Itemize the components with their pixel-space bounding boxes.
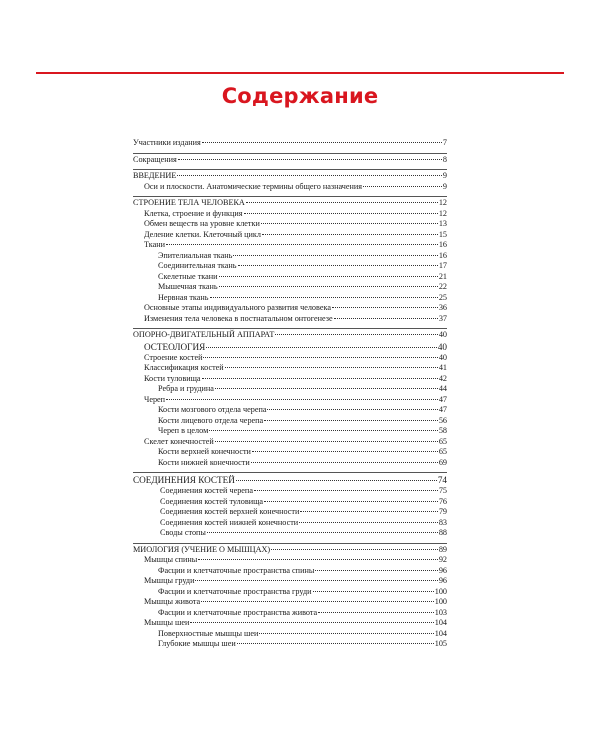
toc-entry[interactable]	[133, 629, 447, 640]
toc-entry[interactable]	[133, 639, 447, 650]
toc-entry-title: Череп	[144, 394, 166, 404]
toc-entry-page-number: 44	[438, 384, 447, 393]
toc-entry-page-number: 47	[438, 405, 447, 414]
toc-entry-page-number: 103	[434, 607, 447, 617]
toc-section	[133, 138, 447, 149]
toc-entry-page-number: 22	[438, 282, 447, 291]
toc-entry-title: Сокращения	[133, 154, 177, 164]
toc-entry-page-number: 92	[438, 555, 447, 564]
toc-entry-page-number: 89	[438, 544, 447, 554]
dot-leader	[202, 378, 438, 379]
toc-entry[interactable]	[133, 198, 447, 209]
toc-entry-title: Кости нижней конечности	[158, 457, 250, 467]
toc-entry-page-number: 104	[434, 618, 447, 627]
toc-entry[interactable]	[133, 416, 447, 427]
toc-entry-title: Кости туловища	[144, 373, 201, 383]
toc-entry[interactable]	[133, 384, 447, 395]
toc-entry-page-number: 12	[438, 198, 447, 207]
toc-entry-title: Мышцы спины	[144, 555, 198, 564]
dot-leader	[246, 202, 438, 203]
toc-entry-title: Обмен веществ на уровне клетки	[144, 219, 260, 228]
toc-entry[interactable]	[133, 566, 447, 577]
toc-entry-title: Мышцы шеи	[144, 618, 190, 627]
dot-leader	[271, 549, 438, 550]
page-title: Содержание	[221, 84, 379, 108]
toc-entry-title: Участники издания	[133, 138, 201, 147]
toc-entry-title: Поверхностные мышцы шеи	[158, 628, 259, 638]
toc-entry[interactable]	[133, 618, 447, 629]
toc-entry-page-number: 75	[438, 486, 447, 495]
dot-leader	[244, 213, 438, 214]
toc-entry-page-number: 69	[438, 457, 447, 467]
toc-entry-page-number: 56	[438, 415, 447, 425]
toc-entry-title: Фасции и клетчаточные пространства живота	[158, 607, 318, 617]
toc-entry-title: ВВЕДЕНИЕ	[133, 171, 177, 180]
toc-entry-page-number: 79	[438, 507, 447, 516]
toc-entry-title: Эпителиальная ткань	[158, 250, 233, 260]
dot-leader	[219, 276, 438, 277]
toc-entry-page-number: 12	[438, 208, 447, 218]
dot-leader	[233, 255, 437, 256]
toc-entry[interactable]	[133, 518, 447, 529]
toc-section	[133, 328, 447, 468]
toc-entry-title: МИОЛОГИЯ (УЧЕНИЕ О МЫШЦАХ)	[133, 544, 271, 554]
toc-entry-title: Классификация костей	[144, 363, 224, 372]
toc-entry[interactable]	[133, 209, 447, 220]
toc-entry-page-number: 40	[437, 341, 447, 352]
toc-entry-title: Нервная ткань	[158, 292, 209, 302]
toc-entry[interactable]	[133, 353, 447, 364]
toc-entry-page-number: 17	[438, 261, 447, 270]
toc-entry-title: Скелетные ткани	[158, 271, 218, 281]
dot-leader	[259, 633, 433, 634]
dot-leader	[300, 511, 437, 512]
toc-entry-page-number: 74	[437, 475, 447, 485]
toc-entry-title: Соединения костей черепа	[160, 486, 253, 495]
dot-leader	[363, 186, 442, 187]
dot-leader	[264, 501, 438, 502]
dot-leader	[237, 643, 434, 644]
toc-entry-title: Глубокие мышцы шеи	[158, 639, 236, 648]
toc-entry-title: Строение костей	[144, 352, 203, 362]
toc-entry-title: Мышечная ткань	[158, 282, 218, 291]
toc-entry-page-number: 16	[438, 240, 447, 249]
toc-entry-page-number: 9	[442, 171, 447, 180]
toc-entry-title: Своды стопы	[160, 528, 206, 537]
toc-entry-page-number: 25	[438, 292, 447, 302]
toc-entry[interactable]	[133, 426, 447, 437]
toc-entry[interactable]	[133, 528, 447, 539]
toc-entry[interactable]	[133, 437, 447, 448]
toc-entry-page-number: 96	[438, 565, 447, 575]
toc-entry[interactable]	[133, 293, 447, 304]
toc-entry[interactable]	[133, 182, 447, 193]
toc-entry-title: Кости лицевого отдела черепа	[158, 415, 264, 425]
dot-leader	[313, 591, 434, 592]
toc-entry-page-number: 96	[438, 576, 447, 585]
dot-leader	[225, 367, 438, 368]
toc-entry[interactable]	[133, 230, 447, 241]
toc-entry-page-number: 40	[438, 352, 447, 362]
dot-leader	[166, 244, 438, 245]
toc-entry[interactable]	[133, 330, 447, 341]
toc-entry-title: Соединения костей нижней конечности	[160, 517, 299, 527]
dot-leader	[334, 318, 438, 319]
toc-entry-page-number: 104	[434, 628, 447, 638]
toc-entry-title: Фасции и клетчаточные пространства груди	[158, 586, 312, 596]
toc-entry-page-number: 8	[442, 154, 447, 164]
table-of-contents	[133, 138, 447, 654]
toc-entry[interactable]	[133, 587, 447, 598]
toc-entry[interactable]	[133, 486, 447, 497]
dot-leader	[207, 532, 438, 533]
toc-entry-title: Ткани	[144, 240, 166, 249]
dot-leader	[209, 430, 438, 431]
toc-entry[interactable]	[133, 405, 447, 416]
toc-entry[interactable]	[133, 507, 447, 518]
toc-entry-page-number: 76	[438, 496, 447, 506]
toc-entry[interactable]	[133, 447, 447, 458]
dot-leader	[275, 334, 437, 335]
toc-entry[interactable]	[133, 458, 447, 469]
toc-entry[interactable]	[133, 597, 447, 608]
dot-leader	[178, 159, 442, 160]
toc-entry[interactable]	[133, 545, 447, 556]
toc-entry-page-number: 9	[442, 181, 447, 191]
dot-leader	[210, 297, 438, 298]
toc-entry-title: Череп в целом	[158, 426, 209, 435]
dot-leader	[215, 388, 438, 389]
toc-entry-title: Клетка, строение и функция	[144, 208, 243, 218]
dot-leader	[262, 234, 438, 235]
toc-entry-page-number: 40	[438, 330, 447, 339]
toc-entry-title: Мышцы живота	[144, 597, 201, 606]
toc-entry[interactable]	[133, 608, 447, 619]
dot-leader	[264, 420, 438, 421]
toc-entry-page-number: 15	[438, 229, 447, 239]
dot-leader	[190, 622, 433, 623]
dot-leader	[238, 265, 438, 266]
toc-entry-page-number: 41	[438, 363, 447, 372]
toc-entry[interactable]	[133, 576, 447, 587]
toc-entry-page-number: 16	[438, 250, 447, 260]
dot-leader	[251, 462, 438, 463]
toc-entry-title: Соединения костей туловища	[160, 496, 264, 506]
dot-leader	[195, 580, 437, 581]
toc-section	[133, 153, 447, 166]
toc-entry[interactable]	[133, 155, 447, 166]
toc-entry-page-number: 42	[438, 373, 447, 383]
toc-entry[interactable]	[133, 341, 447, 353]
toc-entry-page-number: 58	[438, 426, 447, 435]
toc-entry[interactable]	[133, 138, 447, 149]
toc-entry[interactable]	[133, 374, 447, 385]
dot-leader	[177, 175, 442, 176]
toc-entry[interactable]	[133, 282, 447, 293]
toc-entry[interactable]	[133, 555, 447, 566]
toc-entry[interactable]	[133, 314, 447, 325]
toc-entry-title: Фасции и клетчаточные пространства спины	[158, 565, 315, 575]
toc-entry-title: Мышцы груди	[144, 576, 195, 585]
dot-leader	[202, 142, 442, 143]
toc-entry[interactable]	[133, 474, 447, 486]
dot-leader	[219, 286, 438, 287]
toc-section	[133, 196, 447, 324]
toc-entry-title: ОПОРНО-ДВИГАТЕЛЬНЫЙ АППАРАТ	[133, 330, 275, 339]
toc-entry-page-number: 37	[438, 313, 447, 323]
toc-entry[interactable]	[133, 251, 447, 262]
dot-leader	[252, 451, 438, 452]
toc-entry-title: Кости верхней конечности	[158, 447, 251, 456]
toc-entry[interactable]	[133, 395, 447, 406]
toc-entry-page-number: 88	[438, 528, 447, 537]
dot-leader	[254, 490, 438, 491]
toc-entry-title: Кости мозгового отдела черепа	[158, 405, 267, 414]
toc-entry-page-number: 7	[442, 138, 447, 147]
toc-entry-title: Изменения тела человека в постнатальном онтогенезе	[144, 313, 333, 323]
toc-entry-page-number: 100	[434, 597, 447, 606]
toc-entry[interactable]	[133, 303, 447, 314]
dot-leader	[215, 441, 438, 442]
toc-entry-title: Ребра и грудина	[158, 384, 214, 393]
toc-entry[interactable]	[133, 171, 447, 182]
dot-leader	[267, 409, 437, 410]
dot-leader	[203, 357, 437, 358]
toc-entry-title: СОЕДИНЕНИЯ КОСТЕЙ	[133, 475, 235, 485]
toc-entry-page-number: 83	[438, 517, 447, 527]
toc-entry-page-number: 36	[438, 303, 447, 312]
toc-entry-page-number: 100	[434, 586, 447, 596]
toc-entry[interactable]	[133, 240, 447, 251]
dot-leader	[315, 570, 437, 571]
toc-entry-title: ОСТЕОЛОГИЯ	[144, 341, 206, 352]
toc-entry-page-number: 47	[438, 394, 447, 404]
toc-entry[interactable]	[133, 272, 447, 283]
toc-entry-title: Скелет конечностей	[144, 436, 214, 446]
toc-entry[interactable]	[133, 497, 447, 508]
toc-entry[interactable]	[133, 261, 447, 272]
toc-section	[133, 543, 447, 650]
toc-entry-title: Оси и плоскости. Анатомические термины общего назначения	[144, 181, 363, 191]
toc-section	[133, 169, 447, 192]
dot-leader	[261, 223, 438, 224]
dot-leader	[166, 399, 438, 400]
dot-leader	[198, 559, 438, 560]
dot-leader	[236, 480, 437, 481]
toc-entry-title: Основные этапы индивидуального развития человека	[144, 303, 331, 312]
toc-entry-title: Соединения костей верхней конечности	[160, 507, 300, 516]
toc-entry-page-number: 21	[438, 271, 447, 281]
top-rule	[36, 72, 564, 74]
toc-entry-page-number: 65	[438, 447, 447, 456]
dot-leader	[299, 522, 438, 523]
toc-entry[interactable]	[133, 219, 447, 230]
dot-leader	[332, 307, 438, 308]
toc-entry-title: СТРОЕНИЕ ТЕЛА ЧЕЛОВЕКА	[133, 198, 245, 207]
dot-leader	[206, 347, 437, 348]
toc-entry-title: Деление клетки. Клеточный цикл	[144, 229, 261, 239]
dot-leader	[318, 612, 434, 613]
toc-entry[interactable]	[133, 363, 447, 374]
dot-leader	[201, 601, 434, 602]
toc-entry-title: Соединительная ткань	[158, 261, 237, 270]
toc-entry-page-number: 13	[438, 219, 447, 228]
toc-entry-page-number: 105	[434, 639, 447, 648]
toc-entry-page-number: 65	[438, 436, 447, 446]
toc-section	[133, 472, 447, 539]
